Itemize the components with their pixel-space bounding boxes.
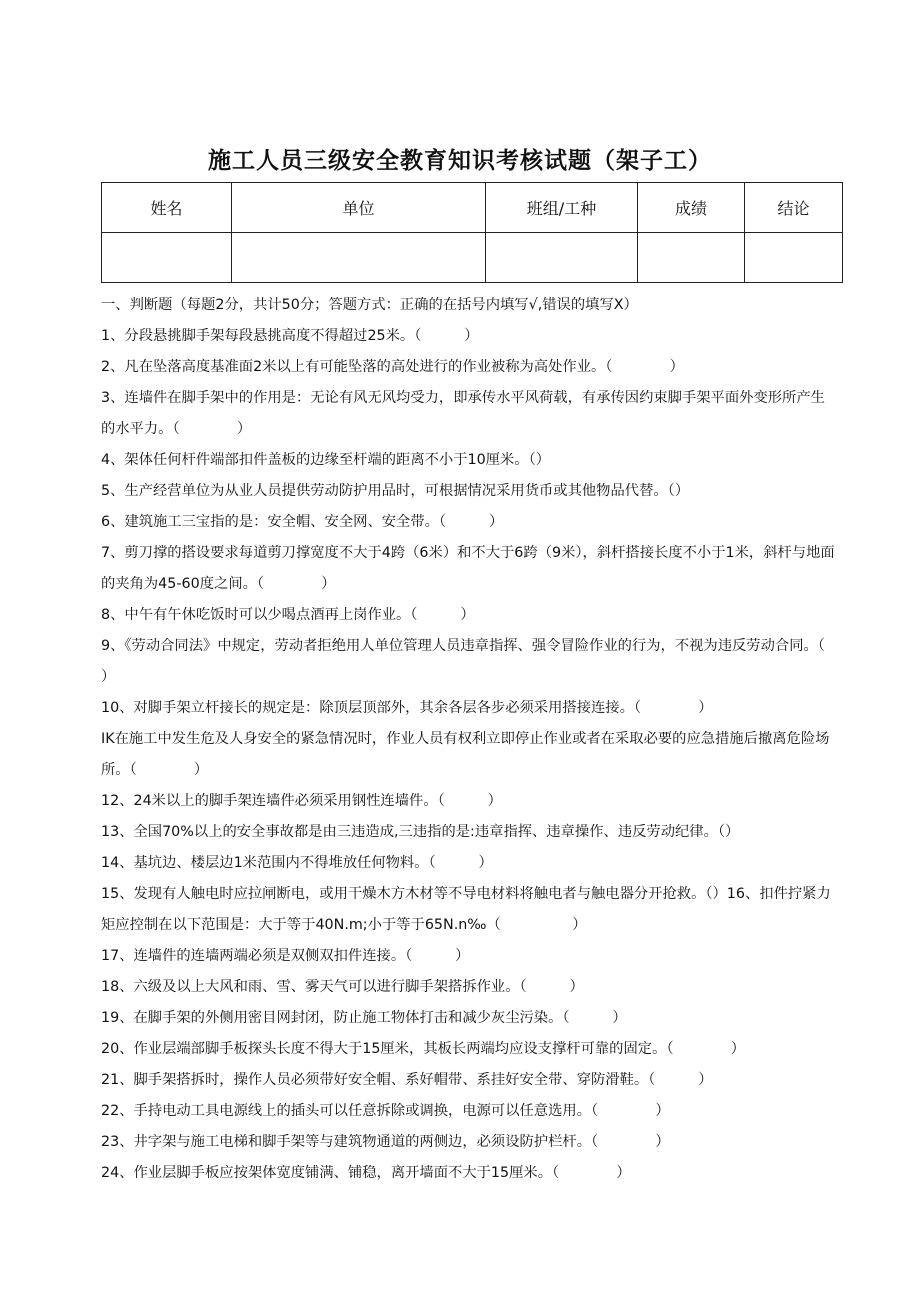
header-team: 班组/工种	[486, 183, 638, 233]
info-table-header-row	[102, 183, 843, 233]
question-item: 23、井字架与施工电梯和脚手架等与建筑物通道的两侧边，必须设防护栏杆。（ ）	[101, 1134, 670, 1150]
question-item: IK在施工中发生危及人身安全的紧急情况时，作业人员有权利立即停止作业或者在采取必要的应急措施后撤离危险场所。（ ）	[101, 731, 830, 778]
question-item: 21、脚手架搭拆时，操作人员必须带好安全帽、系好帽带、系挂好安全带、穿防滑鞋。（ ）	[101, 1072, 713, 1088]
question-item: 5、生产经营单位为从业人员提供劳动防护用品时，可根据情况采用货币或其他物品代替。（）	[101, 483, 690, 499]
question-item: 14、基坑边、楼层边1米范围内不得堆放任何物料。（ ）	[101, 855, 493, 871]
question-item: 20、作业层端部脚手板探头长度不得大于15厘米，其板长两端均应设支撑杆可靠的固定。（ ）	[101, 1041, 745, 1057]
question-item: 15、发现有人触电时应拉闸断电，或用干燥木方木材等不导电材料将触电者与触电器分开抢救。（）16、扣件拧紧力矩应控制在以下范围是：大于等于40N.m;小于等于65N.n‰（ ）	[101, 886, 831, 933]
conclusion-field[interactable]	[745, 233, 843, 283]
question-item: 4、架体任何杆件端部扣件盖板的边缘至杆端的距离不小于10厘米。（）	[101, 452, 551, 468]
question-item: 18、六级及以上大风和雨、雪、雾天气可以进行脚手架搭拆作业。（ ）	[101, 979, 584, 995]
question-item: 24、作业层脚手板应按架体宽度铺满、铺稳，离开墙面不大于15厘米。（ ）	[101, 1165, 631, 1181]
question-item: 19、在脚手架的外侧用密目网封闭，防止施工物体打击和减少灰尘污染。（ ）	[101, 1010, 627, 1026]
info-table-input-row	[102, 233, 843, 283]
question-item: 22、手持电动工具电源线上的插头可以任意拆除或调换，电源可以任意选用。（ ）	[101, 1103, 670, 1119]
section-heading: 一、判断题（每题2分，共计50分；答题方式：正确的在括号内填写√,错误的填写X）	[101, 297, 638, 313]
team-field[interactable]	[486, 233, 638, 283]
question-section	[101, 290, 883, 1189]
score-field[interactable]	[638, 233, 745, 283]
question-item: 12、24米以上的脚手架连墙件必须采用钢性连墙件。（ ）	[101, 793, 502, 809]
page-title: 施工人员三级安全教育知识考核试题（架子工）	[208, 148, 712, 174]
question-item: 10、对脚手架立杆接长的规定是：除顶层顶部外，其余各层各步必须采用搭接连接。（ ）	[101, 700, 713, 716]
question-item: 8、中午有午休吃饭时可以少喝点酒再上岗作业。（ ）	[101, 607, 475, 623]
header-unit: 单位	[232, 183, 486, 233]
info-table	[101, 182, 843, 283]
question-item: 13、全国70%以上的安全事故都是由三违造成,三违指的是:违章指挥、违章操作、违反劳动纪律。（）	[101, 824, 740, 840]
question-item: 2、凡在坠落高度基准面2米以上有可能坠落的高处进行的作业被称为高处作业。（ ）	[101, 359, 684, 375]
header-conclusion: 结论	[745, 183, 843, 233]
question-item: 3、连墙件在脚手架中的作用是：无论有风无风均受力，即承传水平风荷载，有承传因约束脚手架平面外变形所产生的水平力。（ ）	[101, 390, 825, 437]
unit-field[interactable]	[232, 233, 486, 283]
question-item: 17、连墙件的连墙两端必须是双侧双扣件连接。（ ）	[101, 948, 470, 964]
header-score: 成绩	[638, 183, 745, 233]
question-item: 6、建筑施工三宝指的是：安全帽、安全网、安全带。（ ）	[101, 514, 504, 530]
header-name: 姓名	[102, 183, 232, 233]
question-item: 7、剪刀撑的搭设要求每道剪刀撑宽度不大于4跨（6米）和不大于6跨（9米），斜杆搭接长度不小于1米，斜杆与地面的夹角为45-60度之间。（ ）	[101, 545, 835, 592]
question-item: 1、分段悬挑脚手架每段悬挑高度不得超过25米。（ ）	[101, 328, 479, 344]
name-field[interactable]	[102, 233, 232, 283]
question-item: 9、《劳动合同法》中规定，劳动者拒绝用人单位管理人员违章指挥、强令冒险作业的行为，不视为违反劳动合同。（ ）	[101, 638, 883, 685]
